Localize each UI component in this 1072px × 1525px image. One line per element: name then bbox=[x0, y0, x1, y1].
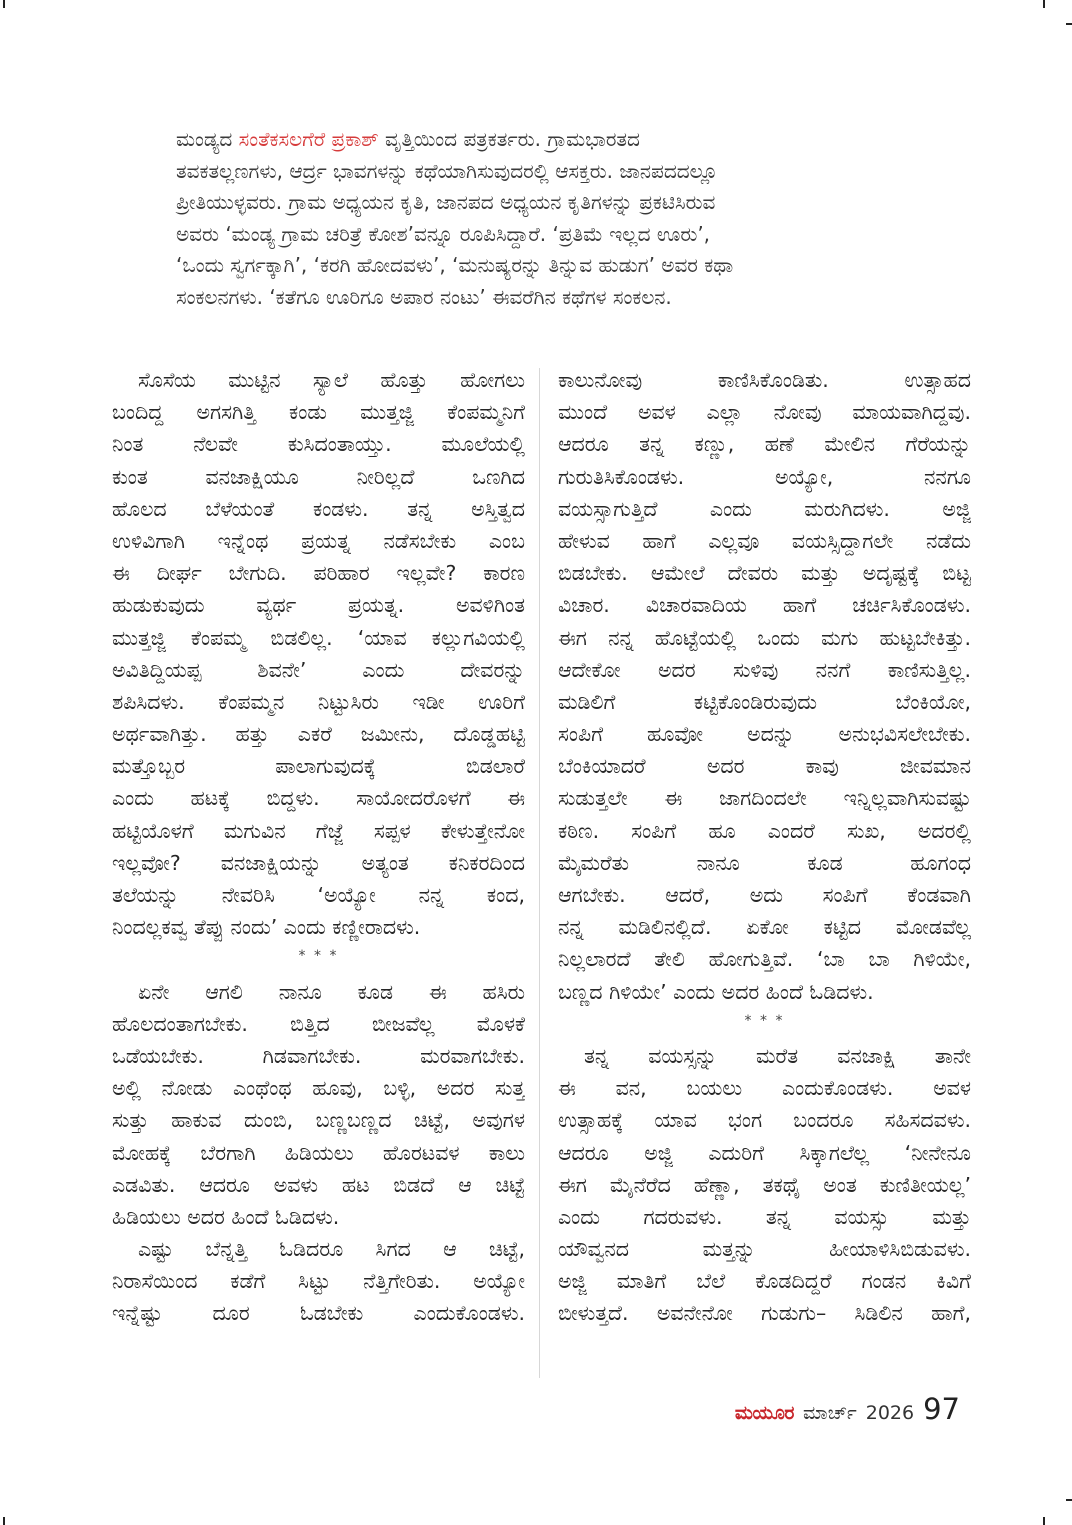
crop-mark-top-right bbox=[1043, 0, 1045, 8]
text-line: ಎಂದು ಹಟಕ್ಕೆ ಬಿದ್ದಳು. ಸಾಯೋದರೊಳಗೆ ಈ bbox=[112, 786, 525, 811]
issue-year: 2026 bbox=[865, 1402, 915, 1424]
issue-month: ಮಾರ್ಚ್ bbox=[802, 1402, 857, 1424]
section-break: * * * bbox=[298, 948, 339, 965]
text-line: ಇಲ್ಲವೋ? ವನಜಾಕ್ಷಿಯನ್ನು ಅತ್ಯಂತ ಕನಿಕರದಿಂದ bbox=[112, 850, 525, 875]
text-line: ಮುತ್ತಜ್ಜಿ ಕೆಂಪಮ್ಮ ಬಿಡಲಿಲ್ಲ. ‘ಯಾವ ಕಲ್ಲುಗವಿಯಲ್ಲಿ bbox=[112, 625, 525, 650]
text-line: ಬೆಂಕಿಯಾದರೆ ಅದರ ಕಾವು ಜೀವಮಾನ bbox=[558, 754, 971, 779]
text-line: ಹಟ್ಟಿಯೊಳಗೆ ಮಗುವಿನ ಗೆಜ್ಜೆ ಸಪ್ಪಳ ಕೇಳುತ್ತೇನೋ bbox=[112, 818, 525, 843]
text-line: ನನ್ನ ಮಡಿಲಿನಲ್ಲಿದೆ. ಏಕೋ ಕಟ್ಟಿದ ಮೋಡವೆಲ್ಲ bbox=[558, 915, 971, 940]
text-line: ಈಗ ಮೈನೆರೆದ ಹೆಣ್ಣಾ, ತಕಥೈ ಅಂತ ಕುಣಿತೀಯಲ್ಲ’ bbox=[558, 1172, 971, 1197]
text-line: ವಯಸ್ಸಾಗುತ್ತಿದೆ ಎಂದು ಮರುಗಿದಳು. ಅಜ್ಜಿ bbox=[558, 496, 971, 521]
text-line: ತಲೆಯನ್ನು ನೇವರಿಸಿ ‘ಅಯ್ಯೋ ನನ್ನ ಕಂದ, bbox=[112, 883, 525, 907]
text-line: ಮೈಮರೆತು ನಾನೂ ಕೂಡ ಹೂಗಂಧ bbox=[558, 850, 971, 875]
text-line: ಮಡಿಲಿಗೆ ಕಟ್ಟಿಕೊಂಡಿರುವುದು ಬೆಂಕಿಯೋ, bbox=[558, 689, 971, 714]
bio-line: ತವಕತಲ್ಲಣಗಳು, ಆರ್ದ್ರ ಭಾವಗಳನ್ನು ಕಥೆಯಾಗಿಸುವುದರಲ್ಲಿ ಆಸಕ್ತರು. ಜಾನಪದದಲ್ಲೂ bbox=[176, 158, 718, 183]
bio-line: ಪ್ರೀತಿಯುಳ್ಳವರು. ಗ್ರಾಮ ಅಧ್ಯಯನ ಕೃತಿ, ಜಾನಪದ ಅಧ್ಯಯನ ಕೃತಿಗಳನ್ನು ಪ್ರಕಟಿಸಿರುವ bbox=[176, 190, 716, 215]
text-line: ಬಣ್ಣದ ಗಿಳಿಯೇ’ ಎಂದು ಅದರ ಹಿಂದೆ ಓಡಿದಳು. bbox=[558, 979, 874, 1004]
text-line: ಅರ್ಥವಾಗಿತ್ತು. ಹತ್ತು ಎಕರೆ ಜಮೀನು, ದೊಡ್ಡಹಟ್ಟಿ bbox=[112, 722, 525, 747]
crop-mark-bottom-right bbox=[1043, 1517, 1045, 1525]
text-line: ವಿಚಾರ. ವಿಚಾರವಾದಿಯ ಹಾಗೆ ಚರ್ಚಿಸಿಕೊಂಡಳು. bbox=[558, 593, 971, 618]
text-line: ಒಡೆಯಬೇಕು. ಗಿಡವಾಗಬೇಕು. ಮರವಾಗಬೇಕು. bbox=[112, 1043, 525, 1068]
text-line: ಉತ್ಸಾಹಕ್ಕೆ ಯಾವ ಭಂಗ ಬಂದರೂ ಸಹಿಸದವಳು. bbox=[558, 1108, 971, 1133]
text-line: ಎಷ್ಟು ಬೆನ್ನತ್ತಿ ಓಡಿದರೂ ಸಿಗದ ಆ ಚಿಟ್ಟೆ, bbox=[138, 1237, 525, 1262]
text-line: ಮೋಹಕ್ಕೆ ಬೆರಗಾಗಿ ಹಿಡಿಯಲು ಹೊರಟವಳ ಕಾಲು bbox=[112, 1140, 525, 1165]
text-line: ನಿಂತ ನೆಲವೇ ಕುಸಿದಂತಾಯ್ತು. ಮೂಲೆಯಲ್ಲಿ bbox=[112, 432, 525, 457]
text-line: ಅವಿತಿದ್ದಿಯಪ್ಪ ಶಿವನೇ’ ಎಂದು ದೇವರನ್ನು bbox=[112, 657, 525, 682]
text-line: ಇನ್ನೆಷ್ಟು ದೂರ ಓಡಬೇಕು ಎಂದುಕೊಂಡಳು. bbox=[112, 1301, 525, 1326]
text-line: ಈ ದೀರ್ಘ ಬೇಗುದಿ. ಪರಿಹಾರ ಇಲ್ಲವೇ? ಕಾರಣ bbox=[112, 561, 525, 586]
text-line: ಆದೇಕೋ ಅದರ ಸುಳಿವು ನನಗೆ ಕಾಣಿಸುತ್ತಿಲ್ಲ. bbox=[558, 657, 971, 682]
text-line: ಸುಡುತ್ತಲೇ ಈ ಜಾಗದಿಂದಲೇ ಇನ್ನಿಲ್ಲವಾಗಿಸುವಷ್ಟು bbox=[558, 786, 971, 811]
bio-line: ‘ಒಂದು ಸ್ವರ್ಗಕ್ಕಾಗಿ’, ‘ಕರಗಿ ಹೋದವಳು’, ‘ಮನುಷ್ಯರನ್ನು ತಿನ್ನುವ ಹುಡುಗ’ ಅವರ ಕಥಾ bbox=[176, 253, 734, 278]
crop-mark-right-lower bbox=[1066, 1499, 1072, 1501]
text-line: ಮತ್ತೊಬ್ಬರ ಪಾಲಾಗುವುದಕ್ಕೆ ಬಿಡಲಾರೆ bbox=[112, 754, 525, 779]
crop-mark-right-upper bbox=[1066, 23, 1072, 25]
text-line: ಸುತ್ತು ಹಾಕುವ ದುಂಬಿ, ಬಣ್ಣಬಣ್ಣದ ಚಿಟ್ಟೆ, ಅವುಗಳ bbox=[112, 1108, 525, 1133]
section-break: * * * bbox=[744, 1012, 785, 1029]
text-line: ಗುರುತಿಸಿಕೊಂಡಳು. ಅಯ್ಯೋ, ನನಗೂ bbox=[558, 464, 971, 489]
text-line: ಹುಡುಕುವುದು ವ್ಯರ್ಥ ಪ್ರಯತ್ನ. ಅವಳಿಗಿಂತ bbox=[112, 593, 525, 618]
crop-mark-bottom-left bbox=[3, 1517, 5, 1525]
column-divider bbox=[539, 368, 540, 1378]
text-line: ಈಗ ನನ್ನ ಹೊಟ್ಟೆಯಲ್ಲಿ ಒಂದು ಮಗು ಹುಟ್ಟಬೇಕಿತ್ತು. bbox=[558, 625, 971, 650]
text-line: ನಿಂದಲ್ಲಕವ್ವ ತೆಪ್ಪು ನಂದು’ ಎಂದು ಕಣ್ಣೀರಾದಳು. bbox=[112, 915, 421, 940]
text-line: ಶಪಿಸಿದಳು. ಕೆಂಪಮ್ಮನ ನಿಟ್ಟುಸಿರು ಇಡೀ ಊರಿಗೆ bbox=[112, 689, 525, 714]
text-line: ಉಳಿವಿಗಾಗಿ ಇನ್ನೆಂಥ ಪ್ರಯತ್ನ ನಡೆಸಬೇಕು ಎಂಬ bbox=[112, 528, 525, 553]
text-line: ನಿಲ್ಲಲಾರದೆ ತೇಲಿ ಹೋಗುತ್ತಿವೆ. ‘ಬಾ ಬಾ ಗಿಳಿಯೇ, bbox=[558, 947, 971, 972]
text-line: ಹೊಲದ ಬೆಳೆಯಂತೆ ಕಂಡಳು. ತನ್ನ ಅಸ್ತಿತ್ವದ bbox=[112, 496, 525, 521]
text-line: ಹಿಡಿಯಲು ಅದರ ಹಿಂದೆ ಓಡಿದಳು. bbox=[112, 1204, 340, 1229]
text-line: ಬೀಳುತ್ತದೆ. ಅವನೇನೋ ಗುಡುಗು– ಸಿಡಿಲಿನ ಹಾಗೆ, bbox=[558, 1301, 971, 1326]
text-line: ಯೌವ್ವನದ ಮತ್ತನ್ನು ಹೀಯಾಳಿಸಿಬಿಡುವಳು. bbox=[558, 1237, 971, 1262]
bio-line: ಮಂಡ್ಯದ ಸಂತೆಕಸಲಗೆರೆ ಪ್ರಕಾಶ್ ವೃತ್ತಿಯಿಂದ ಪತ್ರಕರ್ತರು. ಗ್ರಾಮಭಾರತದ bbox=[176, 127, 640, 151]
text-line: ಬಿಡಬೇಕು. ಆಮೇಲೆ ದೇವರು ಮತ್ತು ಅದೃಷ್ಟಕ್ಕೆ ಬಿಟ್ಟ bbox=[558, 561, 971, 586]
page-number: 97 bbox=[923, 1392, 960, 1426]
crop-mark-top-left bbox=[3, 0, 5, 8]
text-line: ಬಂದಿದ್ದ ಅಗಸಗಿತ್ತಿ ಕಂಡು ಮುತ್ತಜ್ಜಿ ಕೆಂಪಮ್ಮನಿಗೆ bbox=[112, 400, 525, 425]
text-line: ಸಂಪಿಗೆ ಹೂವೋ ಅದನ್ನು ಅನುಭವಿಸಲೇಬೇಕು. bbox=[558, 722, 971, 747]
text-line: ಮುಂದೆ ಅವಳ ಎಲ್ಲಾ ನೋವು ಮಾಯವಾಗಿದ್ದವು. bbox=[558, 400, 971, 425]
text-line: ಹೇಳುವ ಹಾಗೆ ಎಲ್ಲವೂ ವಯಸ್ಸಿದ್ದಾಗಲೇ ನಡೆದು bbox=[558, 528, 971, 553]
story-column-right bbox=[558, 364, 971, 1330]
bio-line: ಅವರು ‘ಮಂಡ್ಯ ಗ್ರಾಮ ಚರಿತ್ರೆ ಕೋಶ’ವನ್ನೂ ರೂಪಿಸಿದ್ದಾರೆ. ‘ಪ್ರತಿಮೆ ಇಲ್ಲದ ಊರು’, bbox=[176, 221, 711, 246]
page-footer bbox=[735, 1392, 960, 1426]
text-line: ಈ ವನ, ಬಯಲು ಎಂದುಕೊಂಡಳು. ಅವಳ bbox=[558, 1076, 971, 1101]
text-line: ಅಲ್ಲಿ ನೋಡು ಎಂಥೆಂಥ ಹೂವು, ಬಳ್ಳಿ, ಅದರ ಸುತ್ತ bbox=[112, 1076, 525, 1101]
text-line: ಹೊಲದಂತಾಗಬೇಕು. ಬಿತ್ತಿದ ಬೀಜವೆಲ್ಲ ಮೊಳಕೆ bbox=[112, 1011, 525, 1036]
text-line: ಕುಂತ ವನಜಾಕ್ಷಿಯೂ ನೀರಿಲ್ಲದೆ ಒಣಗಿದ bbox=[112, 464, 525, 489]
text-line: ತನ್ನ ವಯಸ್ಸನ್ನು ಮರೆತ ವನಜಾಕ್ಷಿ ತಾನೇ bbox=[584, 1043, 971, 1068]
text-line: ಆದರೂ ಅಜ್ಜಿ ಎದುರಿಗೆ ಸಿಕ್ಕಾಗಲೆಲ್ಲ ‘ನೀನೇನೂ bbox=[558, 1140, 971, 1165]
author-bio bbox=[176, 124, 926, 314]
text-line: ಸೊಸೆಯ ಮುಟ್ಟಿನ ಸ್ಯಾಲೆ ಹೊತ್ತು ಹೋಗಲು bbox=[138, 368, 525, 392]
text-line: ಏನೇ ಆಗಲಿ ನಾನೂ ಕೂಡ ಈ ಹಸಿರು bbox=[138, 979, 525, 1004]
text-line: ಅಜ್ಜಿ ಮಾತಿಗೆ ಬೆಲೆ ಕೊಡದಿದ್ದರೆ ಗಂಡನ ಕಿವಿಗೆ bbox=[558, 1269, 971, 1294]
text-line: ನಿರಾಸೆಯಿಂದ ಕಡೆಗೆ ಸಿಟ್ಟು ನೆತ್ತಿಗೇರಿತು. ಅಯ್ಯೋ bbox=[112, 1269, 525, 1294]
text-line: ಎಡವಿತು. ಆದರೂ ಅವಳು ಹಟ ಬಿಡದೆ ಆ ಚಿಟ್ಟೆ bbox=[112, 1172, 525, 1197]
text-line: ಎಂದು ಗದರುವಳು. ತನ್ನ ವಯಸ್ಸು ಮತ್ತು bbox=[558, 1204, 971, 1229]
story-column-left bbox=[112, 364, 525, 1330]
author-name: ಸಂತೆಕಸಲಗೆರೆ ಪ್ರಕಾಶ್ bbox=[238, 127, 379, 151]
text-line: ಕಾಲುನೋವು ಕಾಣಿಸಿಕೊಂಡಿತು. ಉತ್ಸಾಹದ bbox=[558, 368, 971, 392]
text-line: ಕಠಿಣ. ಸಂಪಿಗೆ ಹೂ ಎಂದರೆ ಸುಖ, ಅದರಲ್ಲಿ bbox=[558, 818, 971, 843]
magazine-logo: ಮಯೂರ bbox=[734, 1402, 794, 1424]
bio-line: ಸಂಕಲನಗಳು. ‘ಕತೆಗೂ ಊರಿಗೂ ಅಪಾರ ನಂಟು’ ಈವರೆಗಿನ ಕಥೆಗಳ ಸಂಕಲನ. bbox=[176, 284, 672, 309]
text-line: ಆಗಬೇಕು. ಆದರೆ, ಅದು ಸಂಪಿಗೆ ಕೆಂಡವಾಗಿ bbox=[558, 883, 971, 907]
text-line: ಆದರೂ ತನ್ನ ಕಣ್ಣು, ಹಣೆ ಮೇಲಿನ ಗೆರೆಯನ್ನು bbox=[558, 432, 971, 457]
